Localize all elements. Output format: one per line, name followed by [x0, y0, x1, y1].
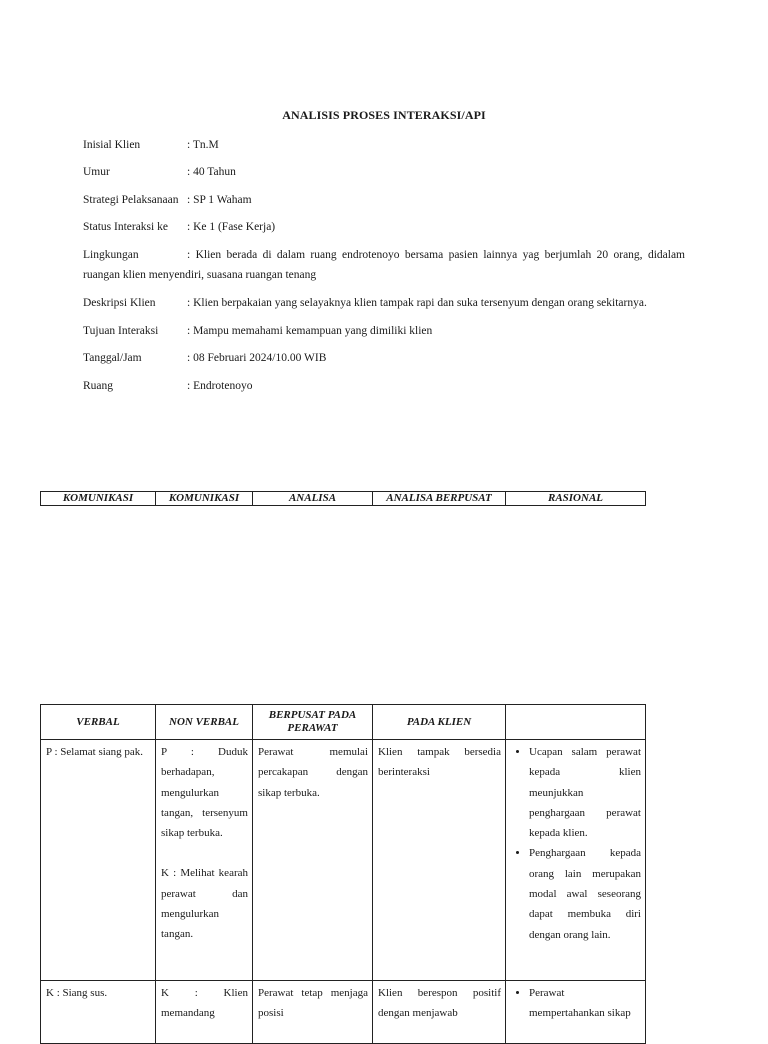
field-value: : 40 Tahun [187, 166, 236, 178]
field-strategi [83, 190, 252, 210]
cell-rasional [506, 981, 646, 1044]
list-item: • Penghargaan kepada orang lain merupakan modal awal seseorang dapat membuka diri dengan orang lain. [529, 843, 641, 944]
field-inisial-klien [83, 135, 219, 155]
field-label: Status Interaksi ke [83, 221, 168, 233]
field-label: Inisial Klien [83, 139, 141, 151]
field-lingkungan [83, 245, 685, 285]
bullet-list [511, 983, 641, 1024]
header-cell: ANALISA [253, 492, 373, 506]
cell-text: K : Melihat kearah perawat dan mengulurkan tangan. [161, 867, 248, 941]
field-tujuan-interaksi [83, 321, 432, 341]
cell-text: P : Duduk berhadapan, mengulurkan tangan, tersenyum sikap terbuka. [161, 746, 248, 840]
field-value: : SP 1 Waham [187, 194, 252, 206]
table-row [41, 981, 646, 1044]
field-label: Tanggal/Jam [83, 352, 142, 364]
field-label: Tujuan Interaksi [83, 325, 159, 337]
cell-non-verbal: K : Klien memandang [156, 981, 253, 1044]
field-label: Lingkungan [83, 249, 139, 261]
column-header-rasional [506, 705, 646, 740]
field-value: : Klien berpakaian yang selayaknya klien tampak rapi dan suka tersenyum dengan orang sekitarnya. [187, 297, 647, 309]
interaction-table [40, 704, 646, 1044]
header-cell: RASIONAL [506, 492, 646, 506]
field-tanggal-jam [83, 348, 326, 368]
list-item: • Ucapan salam perawat kepada klien meunjukkan penghargaan perawat kepada klien. [529, 742, 641, 843]
header-cell: ANALISA BERPUSAT [373, 492, 506, 506]
column-header-berpusat-perawat: BERPUSAT PADA PERAWAT [253, 705, 373, 740]
list-item: • Perawat mempertahankan sikap [529, 983, 641, 1024]
document-title: ANALISIS PROSES INTERAKSI/API [282, 108, 486, 122]
header-cell: KOMUNIKASI [156, 492, 253, 506]
field-label: Deskripsi Klien [83, 297, 156, 309]
field-value: : 08 Februari 2024/10.00 WIB [187, 352, 327, 364]
field-status-interaksi [83, 217, 275, 237]
field-label: Ruang [83, 380, 114, 392]
cell-verbal: P : Selamat siang pak. [41, 740, 156, 981]
column-header-verbal: VERBAL [41, 705, 156, 740]
cell-pada-klien: Klien berespon positif dengan menjawab [373, 981, 506, 1044]
field-deskripsi-klien [83, 293, 647, 313]
cell-rasional [506, 740, 646, 981]
column-header-pada-klien: PADA KLIEN [373, 705, 506, 740]
cell-non-verbal [156, 740, 253, 981]
column-header-non-verbal: NON VERBAL [156, 705, 253, 740]
field-umur [83, 162, 236, 182]
cell-berpusat-perawat: Perawat memulai percakapan dengan sikap terbuka. [253, 740, 373, 981]
table-row [41, 740, 646, 981]
header-cell: KOMUNIKASI [41, 492, 156, 506]
field-ruang [83, 376, 252, 396]
field-value: : Endrotenoyo [187, 380, 253, 392]
field-value: : Klien berada di dalam ruang endrotenoyo bersama pasien lainnya yag berjumlah 20 orang, didalam ruangan klien menyendiri, suasana ruangan tenang [83, 249, 685, 281]
field-value: : Mampu memahami kemampuan yang dimiliki klien [187, 325, 433, 337]
cell-verbal: K : Siang sus. [41, 981, 156, 1044]
cell-pada-klien: Klien tampak bersedia berinteraksi [373, 740, 506, 981]
cell-berpusat-perawat: Perawat tetap menjaga posisi [253, 981, 373, 1044]
field-label: Strategi Pelaksanaan [83, 194, 179, 206]
header-table [40, 491, 646, 506]
field-value: : Tn.M [187, 139, 219, 151]
bullet-list [511, 742, 641, 945]
field-value: : Ke 1 (Fase Kerja) [187, 221, 276, 233]
field-label: Umur [83, 166, 110, 178]
